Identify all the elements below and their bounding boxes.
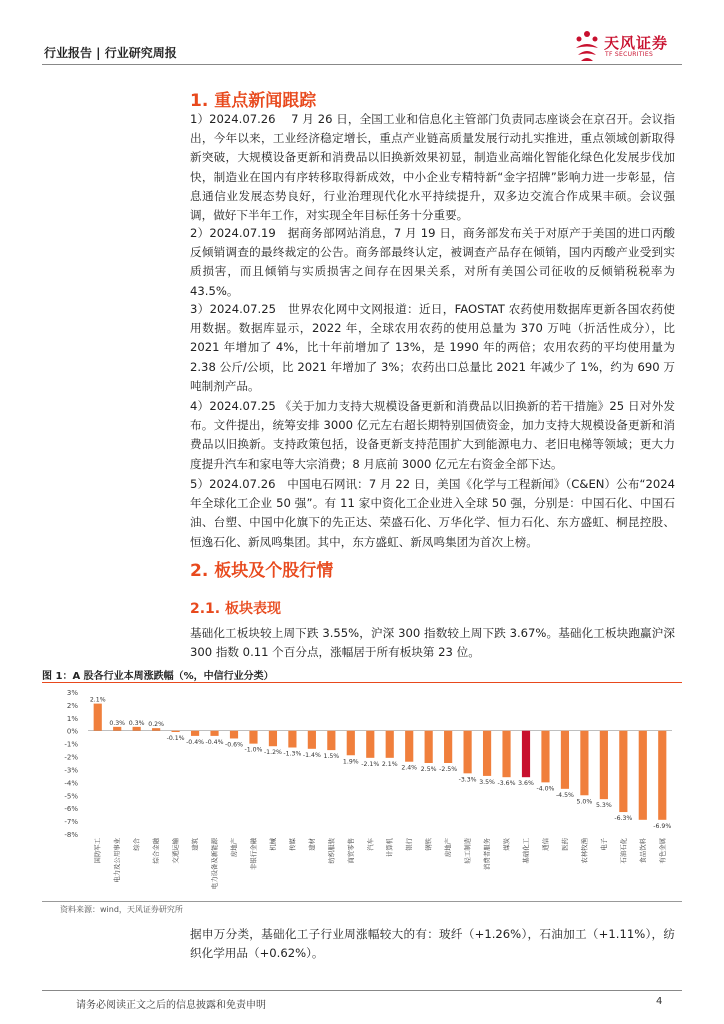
- bar: [600, 731, 608, 799]
- bar: [172, 731, 180, 732]
- bar: [133, 727, 141, 731]
- y-tick-label: -5%: [64, 792, 78, 801]
- bar: [658, 731, 666, 820]
- x-category-label: 电力及公用事业: [113, 838, 122, 883]
- x-category-label: 轻工制造: [463, 838, 472, 864]
- bar: [522, 731, 530, 777]
- x-category-label: 交通运输: [171, 838, 180, 864]
- bar-value-label: -2.5%: [439, 766, 458, 773]
- bar-value-label: 1.9%: [342, 758, 359, 766]
- x-category-label: 国防军工: [93, 838, 102, 864]
- bar-value-label: -1.4%: [302, 751, 321, 759]
- footer-disclaimer: 请务必阅读正文之后的信息披露和免责申明: [76, 1000, 266, 1011]
- x-category-label: 商贸零售: [346, 838, 355, 864]
- x-category-label: 综合金融: [152, 838, 161, 864]
- bar: [405, 731, 413, 762]
- logo-sub: TF SECURITIES: [605, 51, 654, 58]
- bar-value-label: 3.6%: [518, 780, 534, 788]
- logo-emblem-icon: [572, 30, 602, 62]
- x-category-label: 房地产: [444, 838, 453, 858]
- bar-value-label: -0.4%: [186, 738, 205, 746]
- bar: [327, 731, 335, 750]
- figure-top-rule: [42, 682, 682, 683]
- x-category-label: 电力设备及新能源: [210, 838, 219, 890]
- bar: [249, 731, 257, 744]
- bar: [288, 731, 296, 748]
- bar-value-label: 2.4%: [401, 764, 418, 772]
- bar-value-label: -1.0%: [244, 746, 263, 754]
- x-category-label: 煤炭: [502, 838, 511, 851]
- x-category-label: 纺织服装: [327, 838, 336, 864]
- bar-value-label: -3.3%: [458, 776, 477, 784]
- industry-weekly-change-chart: [42, 684, 682, 898]
- y-tick-label: -6%: [64, 805, 78, 814]
- x-category-label: 机械: [268, 838, 277, 851]
- bar: [269, 731, 277, 746]
- figure-title: 图 1：A 股各行业本周涨跌幅（%，中信行业分类）: [42, 671, 274, 682]
- x-category-label: 电子: [599, 838, 608, 851]
- bar: [308, 731, 316, 749]
- section-2-title: 2. 板块及个股行情: [190, 561, 334, 581]
- bar: [639, 731, 647, 820]
- bar-value-label: -4.5%: [555, 791, 574, 799]
- bar-value-label: -0.4%: [205, 738, 224, 746]
- x-category-label: 石油石化: [619, 838, 628, 864]
- report-type-label: 行业报告 | 行业研究周报: [44, 46, 177, 60]
- bar: [483, 731, 491, 776]
- bar: [191, 731, 199, 736]
- subsector-paragraph: 据申万分类，基础化工子行业周涨幅较大的有：玻纤（+1.26%），石油加工（+1.11%），纺织化学用品（+0.62%）。: [190, 927, 675, 961]
- y-tick-label: 1%: [66, 714, 78, 723]
- logo-name: 天风证券: [604, 34, 669, 52]
- bar: [210, 731, 218, 736]
- bar-value-label: -2.1%: [361, 760, 380, 768]
- bar: [366, 731, 374, 758]
- bar: [444, 731, 452, 763]
- section-2-1-title: 2.1. 板块表现: [190, 601, 281, 617]
- y-tick-label: -1%: [64, 740, 78, 749]
- footer-rule: [42, 990, 682, 991]
- bar-value-label: -3.6%: [497, 780, 516, 788]
- x-category-label: 通信: [541, 838, 550, 851]
- bar-value-label: -1.2%: [263, 749, 282, 757]
- news-item-3: 3）2024.07.25 世界农化网中文网报道：近日，FAOSTAT 农药使用数据库更新各国农药使用数据。数据库显示，2022 年，全球农用农药的使用总量为 370 万吨（折活性成分），比 2021 年增加了 4%，比十年前增加了 13%，是 1990 年的两倍；农用农药的平均使用量为 2.38 公斤/公顷，比 2021 年增加了 3%；农药出口总量比 2021 年减少了 1%，约为 690 万吨制剂产品。: [190, 302, 675, 393]
- x-category-label: 建筑: [191, 838, 200, 851]
- x-category-label: 房地产: [230, 838, 238, 858]
- y-tick-label: 3%: [66, 689, 78, 697]
- company-logo: [572, 30, 682, 64]
- bar-value-label: -1.3%: [283, 750, 302, 758]
- bar-value-label: 0.3%: [109, 719, 126, 727]
- bar: [580, 731, 588, 796]
- x-category-label: 医药: [560, 838, 569, 851]
- bar-value-label: 0.2%: [148, 721, 165, 729]
- y-tick-label: -7%: [64, 818, 78, 827]
- bar-value-label: 2.1%: [89, 696, 106, 704]
- bar: [94, 704, 102, 731]
- sector-performance-paragraph: 基础化工板块较上周下跌 3.55%，沪深 300 指数较上周下跌 3.67%。基础化工板块跑赢沪深 300 指数 0.11 个百分点，涨幅居于所有板块第 23 位。: [190, 626, 675, 660]
- x-category-label: 基础化工: [522, 838, 530, 864]
- x-category-label: 建材: [307, 838, 316, 851]
- x-category-label: 食品饮料: [638, 838, 647, 864]
- x-category-label: 非银行金融: [249, 838, 258, 870]
- bar-value-label: -0.6%: [225, 741, 243, 749]
- y-tick-label: 2%: [66, 701, 78, 710]
- news-item-5: 5）2024.07.26 中国电石网讯：7 月 22 日，美国《化学与工程新闻》（C&EN）公布“2024 年全球化工企业 50 强”。有 11 家中资化工企业进入全球 50 强，分别是：中国石化、中国石油、台塑、中国中化旗下的先正达、荣盛石化、万华化学、恒力石化、东方盛虹、桐昆控股、恒逸石化、新凤鸣集团。其中，东方盛虹、新凤鸣集团为首次上榜。: [190, 477, 675, 549]
- x-category-label: 综合: [132, 838, 141, 851]
- header-rule: [42, 64, 682, 65]
- figure-bottom-rule: [42, 901, 682, 902]
- bar-value-label: 0.3%: [128, 719, 145, 727]
- y-tick-label: 0%: [66, 727, 78, 736]
- bar-value-label: 2.1%: [381, 760, 398, 768]
- bar: [113, 727, 121, 731]
- bar-value-label: -6.3%: [614, 815, 633, 823]
- bar-value-label: 2.5%: [420, 766, 437, 773]
- bar-value-label: -4.0%: [536, 785, 555, 793]
- page-number: 4: [656, 996, 663, 1007]
- news-item-2: 2）2024.07.19 据商务部网站消息，7 月 19 日，商务部发布关于对原产于美国的进口丙酸反倾销调查的最终裁定的公告。商务部最终认定，被调查产品存在倾销，国内丙酸产业受到实质损害，而且倾销与实质损害之间存在因果关系，对所有美国公司征收的反倾销税税率为 43.5%。: [190, 226, 675, 298]
- section-1-title: 1. 重点新闻跟踪: [190, 91, 317, 111]
- x-category-label: 钢铁: [424, 838, 433, 851]
- x-category-label: 银行: [405, 838, 414, 851]
- bar: [619, 731, 627, 812]
- x-category-label: 有色金属: [658, 838, 667, 864]
- bar-value-label: -0.1%: [166, 735, 185, 743]
- bar: [230, 731, 238, 739]
- x-category-label: 汽车: [366, 838, 375, 851]
- x-category-label: 消费者服务: [483, 838, 492, 870]
- bar-value-label: 5.3%: [595, 802, 612, 810]
- bar: [502, 731, 510, 777]
- x-category-label: 计算机: [385, 838, 394, 858]
- bar: [386, 731, 394, 758]
- bar: [425, 731, 433, 763]
- bar: [561, 731, 569, 789]
- bar: [464, 731, 472, 774]
- bar-value-label: 1.5%: [323, 753, 340, 761]
- y-tick-label: -2%: [64, 753, 78, 762]
- figure-source: 资料来源：wind，天风证券研究所: [60, 905, 183, 914]
- bar-value-label: 5.0%: [576, 798, 593, 806]
- bar: [347, 731, 355, 756]
- y-tick-label: -3%: [64, 766, 78, 775]
- y-tick-label: -4%: [64, 779, 78, 788]
- bar: [541, 731, 549, 783]
- bar-value-label: -6.9%: [653, 822, 672, 830]
- bar-value-label: 3.5%: [479, 778, 495, 786]
- news-item-1: 1）2024.07.26 7 月 26 日，全国工业和信息化主管部门负责同志座谈会在京召开。会议指出，今年以来，工业经济稳定增长，重点产业链高质量发展行动扎实推进，重点领域创新取得新突破，大规模设备更新和消费品以旧换新效果初显，制造业高端化智能化绿色化发展步伐加快，制造业在国内有序转移取得新成效，中小企业专精特新“金字招牌”影响力进一步彰显，信息通信业发展态势良好，行业治理现代化水平持续提升，双多边交流合作成果丰硕。会议强调，做好下半年工作，对实现全年目标任务十分重要。: [190, 112, 675, 223]
- x-category-label: 农林牧渔: [580, 838, 589, 864]
- y-tick-label: -8%: [64, 831, 78, 839]
- x-category-label: 传媒: [288, 838, 297, 851]
- news-item-4: 4）2024.07.25 《关于加力支持大规模设备更新和消费品以旧换新的若干措施》25 日对外发布。文件提出，统筹安排 3000 亿元左右超长期特别国债资金，加力支持大规模设备更新和消费品以旧换新。支持政策包括，设备更新支持范围扩大到能源电力、老旧电梯等领域；更大力度提升汽车和家电等大宗消费；8 月底前 3000 亿元左右资金全部下达。: [190, 399, 675, 471]
- bar: [152, 728, 160, 731]
